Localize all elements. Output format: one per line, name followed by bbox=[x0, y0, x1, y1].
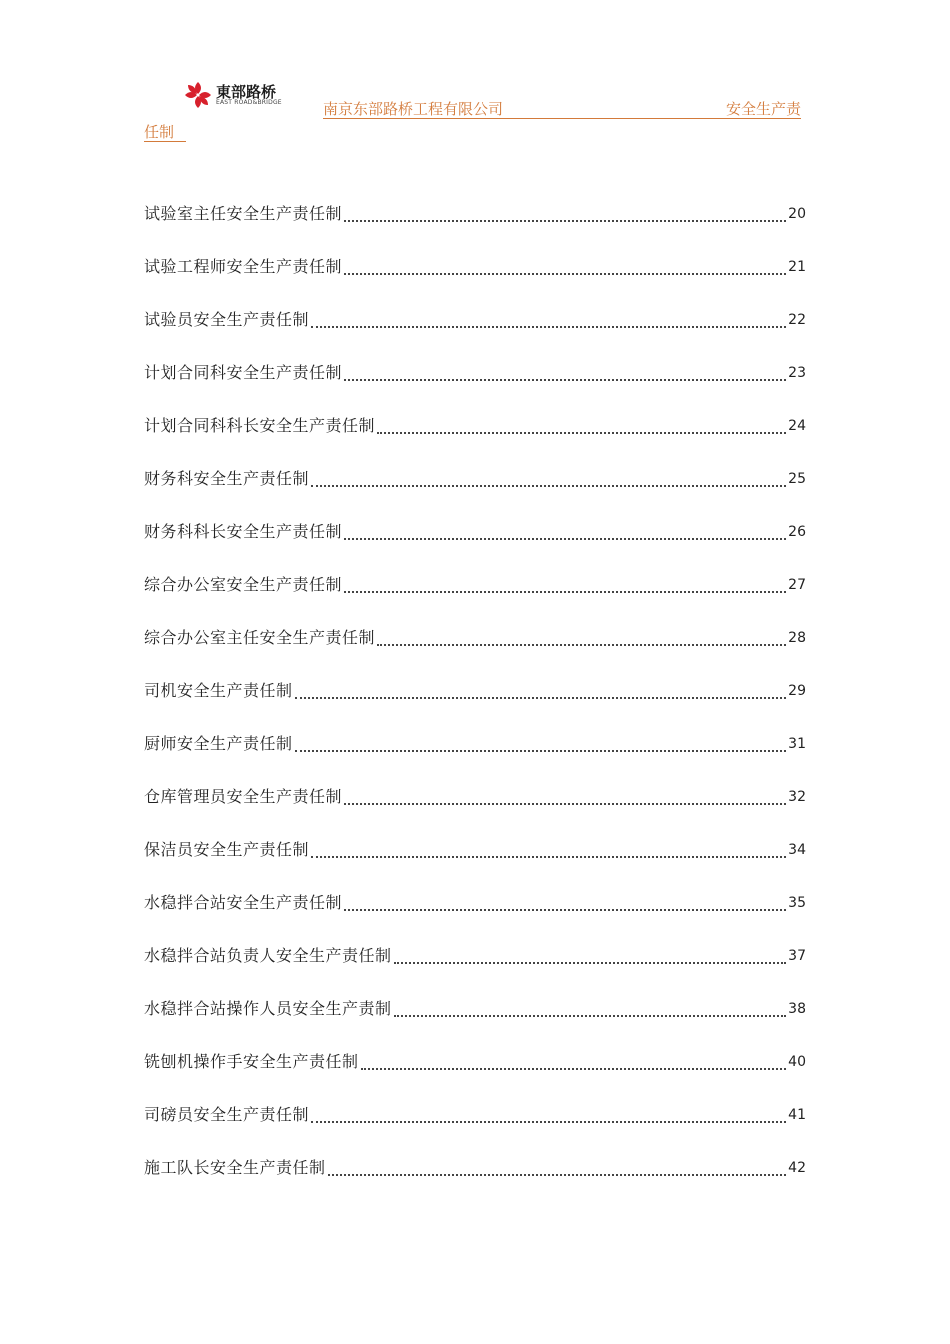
toc-entry[interactable] bbox=[144, 253, 806, 306]
toc-dot-leader bbox=[295, 677, 787, 699]
toc-entry-page: 34 bbox=[788, 842, 806, 858]
toc-entry-title: 财务科科长安全生产责任制 bbox=[144, 522, 343, 541]
toc-dot-leader bbox=[344, 518, 786, 540]
toc-entry-title: 计划合同科安全生产责任制 bbox=[144, 363, 343, 382]
company-logo bbox=[183, 80, 283, 110]
logo-mark-icon bbox=[183, 80, 213, 110]
logo-chinese-text: 東部路桥 bbox=[216, 83, 277, 101]
toc-entry-title: 水稳拌合站安全生产责任制 bbox=[144, 893, 343, 912]
toc-entry-page: 35 bbox=[788, 895, 806, 911]
logo-english-text: EAST ROAD&BRIDGE bbox=[216, 99, 282, 106]
toc-entry-page: 31 bbox=[788, 736, 806, 752]
toc-entry[interactable] bbox=[144, 200, 806, 253]
toc-entry[interactable] bbox=[144, 412, 806, 465]
toc-entry[interactable] bbox=[144, 359, 806, 412]
toc-dot-leader bbox=[311, 306, 786, 328]
toc-entry[interactable] bbox=[144, 730, 806, 783]
toc-entry-page: 40 bbox=[788, 1054, 806, 1070]
toc-dot-leader bbox=[361, 1048, 787, 1070]
toc-entry[interactable] bbox=[144, 677, 806, 730]
toc-entry-title: 水稳拌合站负责人安全生产责任制 bbox=[144, 946, 392, 965]
toc-dot-leader bbox=[344, 253, 786, 275]
toc-entry[interactable] bbox=[144, 306, 806, 359]
toc-entry[interactable] bbox=[144, 1154, 806, 1207]
doc-title-part1: 安全生产责 bbox=[725, 100, 801, 118]
toc-entry[interactable] bbox=[144, 889, 806, 942]
page-header bbox=[0, 0, 950, 150]
toc-dot-leader bbox=[311, 836, 786, 858]
toc-dot-leader bbox=[344, 200, 786, 222]
toc-dot-leader bbox=[344, 783, 786, 805]
toc-entry-title: 施工队长安全生产责任制 bbox=[144, 1158, 326, 1177]
header-line-continued bbox=[144, 121, 186, 142]
toc-entry-page: 37 bbox=[788, 948, 806, 964]
toc-entry-page: 23 bbox=[788, 365, 806, 381]
toc-entry-page: 26 bbox=[788, 524, 806, 540]
toc-dot-leader bbox=[311, 1101, 786, 1123]
toc-dot-leader bbox=[394, 995, 787, 1017]
toc-entry-title: 综合办公室主任安全生产责任制 bbox=[144, 628, 376, 647]
toc-entry-title: 仓库管理员安全生产责任制 bbox=[144, 787, 343, 806]
toc-dot-leader bbox=[377, 624, 786, 646]
toc-entry-title: 司机安全生产责任制 bbox=[144, 681, 293, 700]
header-line bbox=[323, 98, 801, 119]
toc-dot-leader bbox=[394, 942, 787, 964]
toc-entry-title: 试验员安全生产责任制 bbox=[144, 310, 310, 329]
toc-entry-title: 司磅员安全生产责任制 bbox=[144, 1105, 310, 1124]
toc-dot-leader bbox=[344, 889, 786, 911]
toc-entry-page: 28 bbox=[788, 630, 806, 646]
toc-entry-page: 24 bbox=[788, 418, 806, 434]
toc-entry-title: 厨师安全生产责任制 bbox=[144, 734, 293, 753]
toc-entry[interactable] bbox=[144, 1101, 806, 1154]
toc-entry[interactable] bbox=[144, 1048, 806, 1101]
toc-entry-title: 保洁员安全生产责任制 bbox=[144, 840, 310, 859]
toc-entry-page: 27 bbox=[788, 577, 806, 593]
toc-entry-title: 财务科安全生产责任制 bbox=[144, 469, 310, 488]
toc-dot-leader bbox=[344, 359, 786, 381]
toc-entry[interactable] bbox=[144, 518, 806, 571]
toc-entry-page: 25 bbox=[788, 471, 806, 487]
toc-entry[interactable] bbox=[144, 995, 806, 1048]
toc-dot-leader bbox=[295, 730, 787, 752]
toc-entry-title: 试验工程师安全生产责任制 bbox=[144, 257, 343, 276]
toc-entry[interactable] bbox=[144, 783, 806, 836]
toc-entry[interactable] bbox=[144, 836, 806, 889]
toc-entry[interactable] bbox=[144, 624, 806, 677]
toc-entry-page: 41 bbox=[788, 1107, 806, 1123]
toc-entry-page: 22 bbox=[788, 312, 806, 328]
toc-entry-page: 38 bbox=[788, 1001, 806, 1017]
toc-dot-leader bbox=[328, 1154, 787, 1176]
toc-entry[interactable] bbox=[144, 571, 806, 624]
toc-dot-leader bbox=[344, 571, 786, 593]
toc-entry-title: 试验室主任安全生产责任制 bbox=[144, 204, 343, 223]
toc-entry-title: 综合办公室安全生产责任制 bbox=[144, 575, 343, 594]
company-name: 南京东部路桥工程有限公司 bbox=[323, 100, 504, 118]
toc-dot-leader bbox=[311, 465, 786, 487]
toc-entry[interactable] bbox=[144, 942, 806, 995]
table-of-contents bbox=[144, 200, 806, 1207]
toc-entry-page: 20 bbox=[788, 206, 806, 222]
toc-entry-title: 计划合同科科长安全生产责任制 bbox=[144, 416, 376, 435]
doc-title-part2: 任制 bbox=[144, 123, 175, 141]
toc-entry-title: 铣刨机操作手安全生产责任制 bbox=[144, 1052, 359, 1071]
toc-entry-page: 29 bbox=[788, 683, 806, 699]
toc-entry[interactable] bbox=[144, 465, 806, 518]
toc-entry-page: 32 bbox=[788, 789, 806, 805]
toc-entry-page: 42 bbox=[788, 1160, 806, 1176]
toc-entry-page: 21 bbox=[788, 259, 806, 275]
toc-dot-leader bbox=[377, 412, 786, 434]
toc-entry-title: 水稳拌合站操作人员安全生产责制 bbox=[144, 999, 392, 1018]
